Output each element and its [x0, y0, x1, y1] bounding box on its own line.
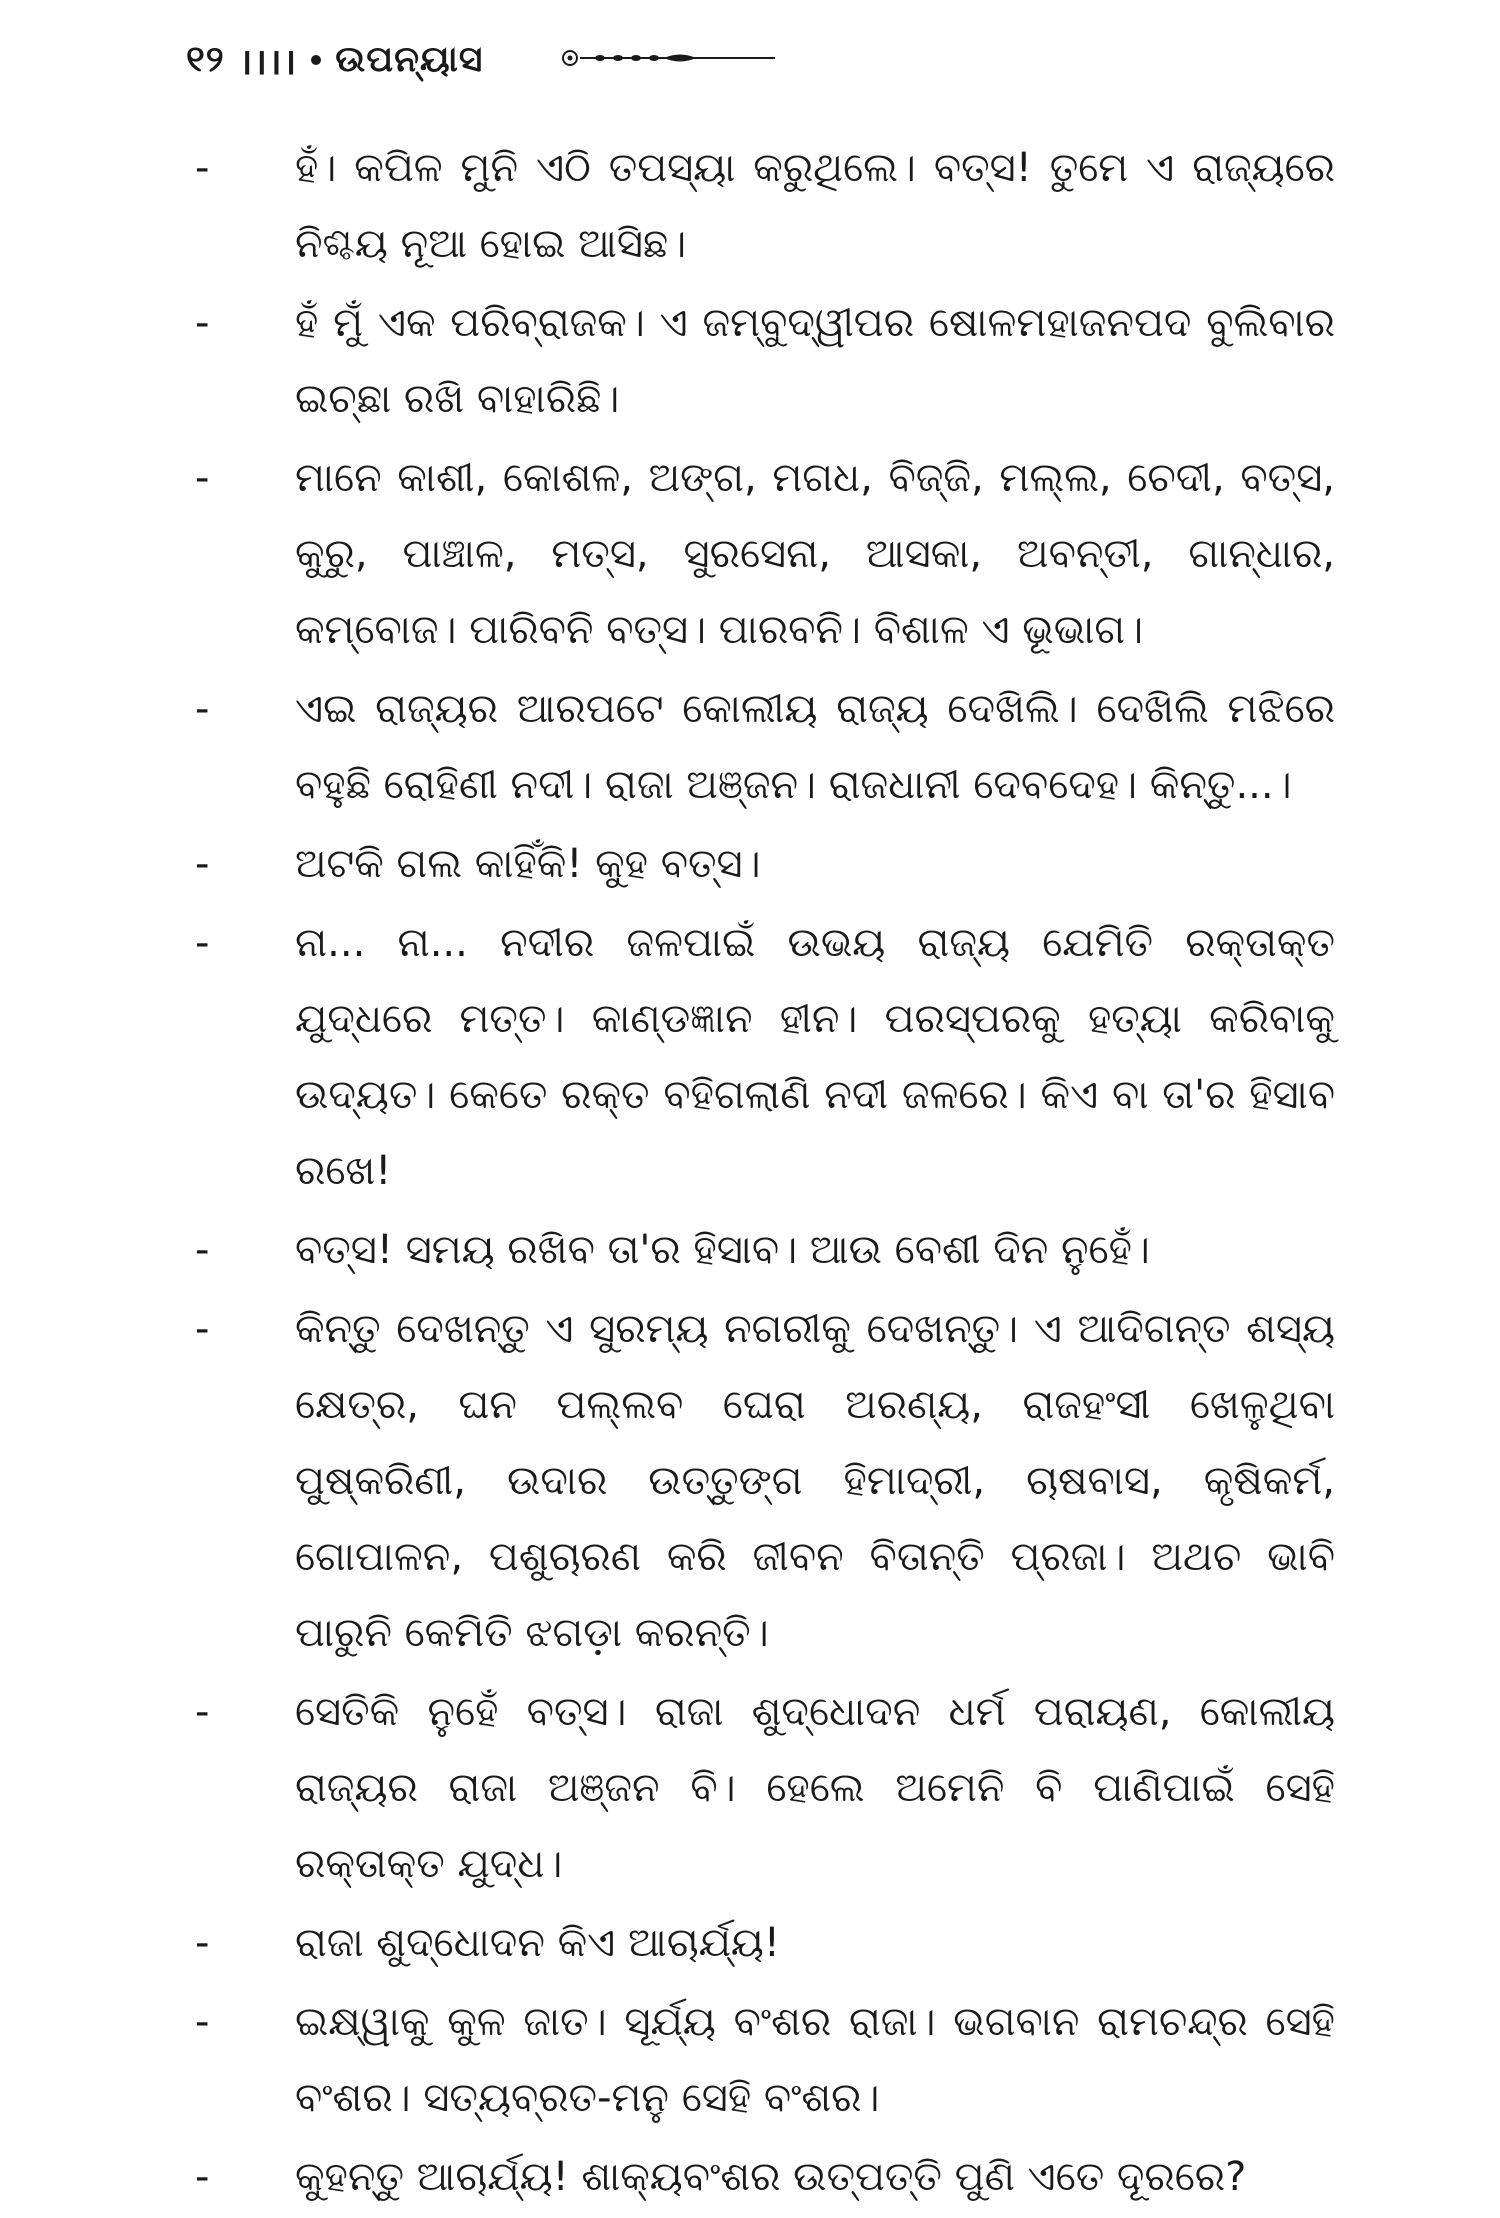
dialogue-line — [195, 905, 1335, 1209]
dialogue-dash: - — [195, 2154, 210, 2200]
dialogue-dash: - — [195, 1999, 210, 2045]
dialogue-line — [195, 1212, 1335, 1288]
dialogue-dash: - — [195, 686, 210, 732]
dialogue-line — [195, 1905, 1335, 1981]
dialogue-text: ହଁ ମୁଁ ଏକ ପରିବ୍ରାଜକ। ଏ ଜମ୍ବୁଦ୍ୱୀପର ଷୋଳମହାଜନପଦ ବୁଲିବାର ଇଚ୍ଛା ରଖି ବାହାରିଛି। — [295, 300, 1335, 422]
dialogue-line — [195, 440, 1335, 668]
dialogue-line — [195, 826, 1335, 902]
dialogue-list — [0, 130, 1500, 2218]
dialogue-text: ଏଇ ରାଜ୍ୟର ଆରପଟେ କୋଲୀୟ ରାଜ୍ୟ ଦେଖିଲି। ଦେଖିଲି ମଝିରେ ବହୁଛି ରୋହିଣୀ ନଦୀ। ରାଜା ଅଞ୍ଜନ। ରାଜଧାନୀ ଦେବଦେହ। କିନ୍ତୁ...। — [295, 686, 1335, 808]
dialogue-text: କିନ୍ତୁ ଦେଖନ୍ତୁ ଏ ସୁରମ୍ୟ ନଗରୀକୁ ଦେଖନ୍ତୁ। ଏ ଆଦିଗନ୍ତ ଶସ୍ୟ କ୍ଷେତ୍ର, ଘନ ପଲ୍ଲବ ଘେରା ଅରଣ୍ୟ, ରାଜହଂସୀ ଖେଳୁଥିବା ପୁଷ୍କରିଣୀ, ଉଦାର ଉତ୍ତୁଙ୍ଗ ହିମାଦ୍ରୀ, ଚାଷବାସ, କୃଷିକର୍ମ, ଗୋପାଳନ, ପଶୁଚାରଣ କରି ଜୀବନ ବିତାନ୍ତି ପ୍ରଜା। ଅଥଚ ଭାବି ପାରୁନି କେମିତି ଝଗଡ଼ା କରନ୍ତି। — [295, 1306, 1335, 1656]
section-title: ଉପନ୍ୟାସ — [335, 39, 484, 80]
dialogue-text: ବତ୍ସ! ସମୟ ରଖିବ ତା'ର ହିସାବ। ଆଉ ବେଶୀ ଦିନ ନୁହେଁ। — [295, 1227, 1150, 1273]
dialogue-dash: - — [195, 1306, 210, 1352]
dialogue-text: ସେତିକି ନୁହେଁ ବତ୍ସ। ରାଜା ଶୁଦ୍ଧୋଦନ ଧର୍ମ ପରାୟଣ, କୋଲୀୟ ରାଜ୍ୟର ରାଜା ଅଞ୍ଜନ ବି। ହେଲେ ଅମେନି ବି ପାଣିପାଇଁ ସେହି ରକ୍ତାକ୍ତ ଯୁଦ୍ଧ। — [295, 1689, 1335, 1887]
dialogue-dash: - — [195, 920, 210, 966]
page-number: ୧୨ — [186, 39, 225, 80]
dialogue-dash: - — [195, 1689, 210, 1735]
dialogue-line — [195, 1291, 1335, 1671]
dialogue-text: ରାଜା ଶୁଦ୍ଧୋଦନ କିଏ ଆଚାର୍ଯ୍ୟ! — [295, 1920, 780, 1966]
dialogue-dash: - — [195, 841, 210, 887]
running-header — [186, 30, 483, 90]
dialogue-text: କୁହନ୍ତୁ ଆଚାର୍ଯ୍ୟ! ଶାକ୍ୟବଂଶର ଉତ୍ପତ୍ତି ପୁଣି ଏତେ ଦୂରରେ? — [295, 2154, 1247, 2200]
dialogue-dash: - — [195, 455, 210, 501]
dialogue-line — [195, 2139, 1335, 2215]
dialogue-text: ମାନେ କାଶୀ, କୋଶଳ, ଅଙ୍ଗ, ମଗଧ, ବିଜ୍ଜି, ମଲ୍ଲ, ଚେଦୀ, ବତ୍ସ, କୁରୁ, ପାଞ୍ଚାଳ, ମତ୍ସ, ସୁରସେନା, ଆସକା, ଅବନ୍ତୀ, ଗାନ୍ଧାର, କମ୍ବୋଜ। ପାରିବନି ବତ୍ସ। ପାରବନି। ବିଶାଳ ଏ ଭୂଭାଗ। — [295, 455, 1335, 653]
dialogue-line — [195, 1674, 1335, 1902]
dialogue-dash: - — [195, 1920, 210, 1966]
bullet-icon — [311, 55, 321, 65]
dialogue-text: ନା... ନା... ନଦୀର ଜଳପାଇଁ ଉଭୟ ରାଜ୍ୟ ଯେମିତି ରକ୍ତାକ୍ତ ଯୁଦ୍ଧରେ ମତ୍ତ। କାଣ୍ଡଜ୍ଞାନ ହୀନ। ପରସ୍ପରକୁ ହତ୍ୟା କରିବାକୁ ଉଦ୍ୟତ। କେତେ ରକ୍ତ ବହିଗଲାଣି ନଦୀ ଜଳରେ। କିଏ ବା ତା'ର ହିସାବ ରଖେ! — [295, 920, 1335, 1194]
dialogue-dash: - — [195, 300, 210, 346]
dialogue-line — [195, 1984, 1335, 2136]
dialogue-text: ହଁ। କପିଳ ମୁନି ଏଠି ତପସ୍ୟା କରୁଥିଲେ। ବତ୍ସ! ତୁମେ ଏ ରାଜ୍ୟରେ ନିଶ୍ଚୟ ନୂଆ ହୋଇ ଆସିଛ। — [295, 145, 1335, 267]
dialogue-line — [195, 130, 1335, 282]
ornament-icon — [560, 46, 780, 70]
dialogue-text: ଇକ୍ଷ୍ୱାକୁ କୁଳ ଜାତ। ସୂର୍ଯ୍ୟ ବଂଶର ରାଜା। ଭଗବାନ ରାମଚନ୍ଦ୍ର ସେହି ବଂଶର। ସତ୍ୟବ୍ରତ-ମନୁ ସେହି ବଂଶର। — [295, 1999, 1335, 2121]
dialogue-dash: - — [195, 145, 210, 191]
header-rule: ।।।। — [238, 41, 298, 83]
dialogue-text: ଅଟକି ଗଲ କାହିଁକି! କୁହ ବତ୍ସ। — [295, 841, 761, 887]
dialogue-line — [195, 671, 1335, 823]
dialogue-line — [195, 285, 1335, 437]
dialogue-dash: - — [195, 1227, 210, 1273]
